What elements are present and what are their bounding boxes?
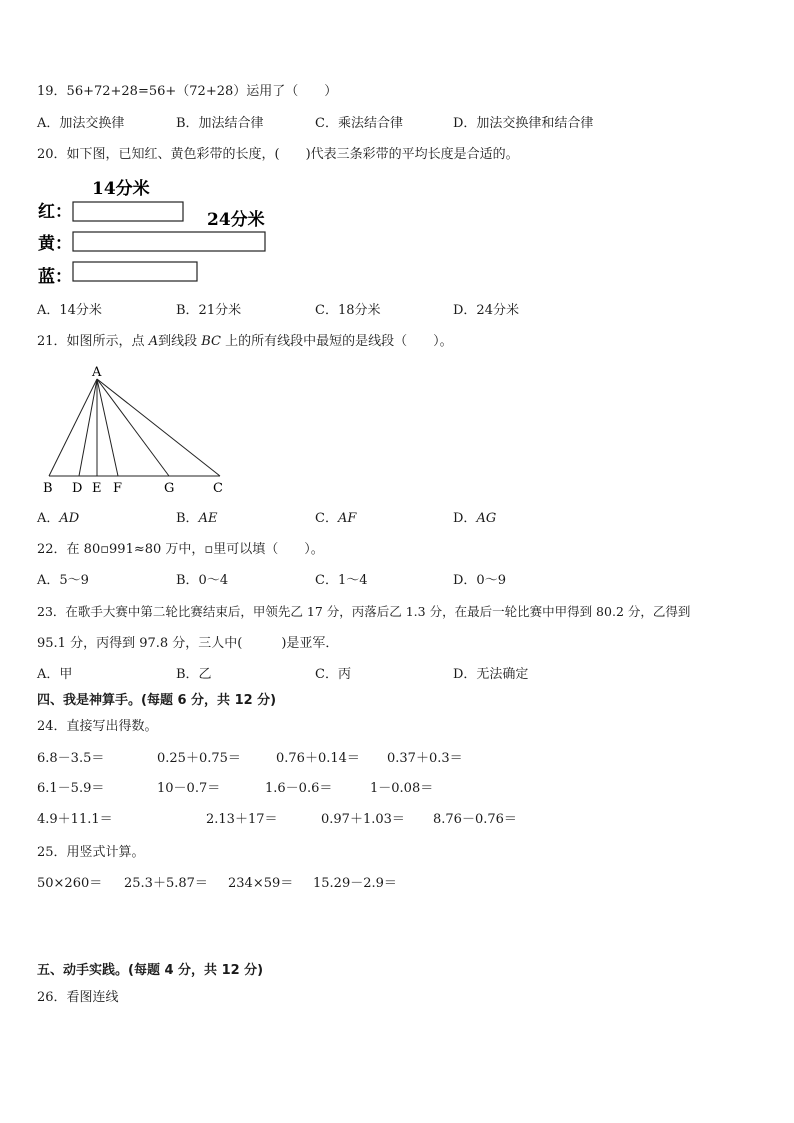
- q22-option-a: A．5～9: [37, 573, 89, 588]
- point-f-label: F: [113, 481, 123, 496]
- q23-option-b: B．乙: [176, 667, 212, 682]
- q24-item: 1.6－0.6＝: [265, 781, 333, 796]
- point-g-label: G: [164, 481, 175, 496]
- q24-item: 10－0.7＝: [157, 781, 221, 796]
- q24-item: 0.25＋0.75＝: [157, 751, 241, 766]
- section-4-title: 四、我是神算手。(每题 6 分，共 12 分): [37, 693, 277, 708]
- yellow-ribbon-bar: [73, 232, 265, 251]
- segment-ab: [49, 379, 97, 476]
- q19-option-a: A．加法交换律: [37, 116, 125, 131]
- question-19-stem: 19．56+72+28=56+（72+28）运用了（ ）: [37, 84, 338, 99]
- point-e-label: E: [92, 481, 102, 496]
- q20-option-b: B．21分米: [176, 303, 242, 318]
- q20-option-a: A．14分米: [37, 303, 102, 318]
- section-5-title: 五、动手实践。(每题 4 分，共 12 分): [37, 963, 264, 978]
- q22-option-b: B．0～4: [176, 573, 229, 588]
- q25-item: 25.3＋5.87＝: [124, 876, 208, 891]
- point-c-label: C: [213, 481, 223, 496]
- q20-option-d: D．24分米: [453, 303, 519, 318]
- point-d-label: D: [72, 481, 83, 496]
- question-20-stem: 20．如下图，已知红、黄色彩带的长度，( )代表三条彩带的平均长度是合适的。: [37, 147, 519, 162]
- q21-option-d: D．AG: [453, 511, 497, 526]
- question-23-stem-line1: 23．在歌手大赛中第二轮比赛结束后，甲领先乙 17 分，丙落后乙 1.3 分，在最后一轮比赛中甲得到 80.2 分，乙得到: [37, 604, 691, 619]
- q24-item: 2.13＋17＝: [206, 812, 278, 827]
- ribbon-figure: [35, 175, 295, 290]
- question-24-stem: 24．直接写出得数。: [37, 719, 158, 734]
- point-a-label: A: [92, 365, 102, 380]
- blue-ribbon-bar: [73, 262, 197, 281]
- question-25-stem: 25．用竖式计算。: [37, 845, 145, 860]
- q25-item: 50×260＝: [37, 876, 103, 891]
- q22-option-c: C．1～4: [315, 573, 368, 588]
- question-23-stem-line2: 95.1 分，丙得到 97.8 分，三人中( )是亚军．: [37, 636, 339, 651]
- point-b-label: B: [43, 481, 53, 496]
- question-22-stem: 22．在 80▫991≈80 万中，▫里可以填（ ）。: [37, 542, 324, 557]
- q20-option-c: C．18分米: [315, 303, 381, 318]
- q23-option-d: D．无法确定: [453, 667, 529, 682]
- q19-option-d: D．加法交换律和结合律: [453, 116, 594, 131]
- q24-item: 6.1－5.9＝: [37, 781, 105, 796]
- yellow-ribbon-label: 黄：: [38, 234, 72, 254]
- q24-item: 1－0.08＝: [370, 781, 434, 796]
- q21-option-a: A．AD: [37, 511, 80, 526]
- red-length-label: 14分米: [92, 179, 150, 199]
- q23-option-c: C．丙: [315, 667, 351, 682]
- q21-option-b: B．AE: [176, 511, 218, 526]
- q24-item: 0.76＋0.14＝: [276, 751, 360, 766]
- red-ribbon-label: 红：: [38, 202, 72, 222]
- q24-item: 8.76－0.76＝: [433, 812, 517, 827]
- question-21-stem: 21．如图所示，点 A到线段 BC 上的所有线段中最短的是线段（ ）。: [37, 334, 453, 349]
- q19-option-c: C．乘法结合律: [315, 116, 403, 131]
- q24-item: 6.8－3.5＝: [37, 751, 105, 766]
- q24-item: 4.9＋11.1＝: [37, 812, 113, 827]
- triangle-figure: [38, 364, 238, 499]
- blue-ribbon-label: 蓝：: [38, 267, 72, 287]
- yellow-length-label: 24分米: [207, 210, 265, 230]
- segment-ad: [79, 379, 97, 476]
- question-26-stem: 26．看图连线: [37, 990, 119, 1005]
- q23-option-a: A．甲: [37, 667, 73, 682]
- q22-option-d: D．0～9: [453, 573, 506, 588]
- q25-item: 15.29－2.9＝: [313, 876, 397, 891]
- q24-item: 0.97＋1.03＝: [321, 812, 405, 827]
- red-ribbon-bar: [73, 202, 183, 221]
- q24-item: 0.37＋0.3＝: [387, 751, 463, 766]
- q21-option-c: C．AF: [315, 511, 357, 526]
- q25-item: 234×59＝: [228, 876, 294, 891]
- q19-option-b: B．加法结合律: [176, 116, 264, 131]
